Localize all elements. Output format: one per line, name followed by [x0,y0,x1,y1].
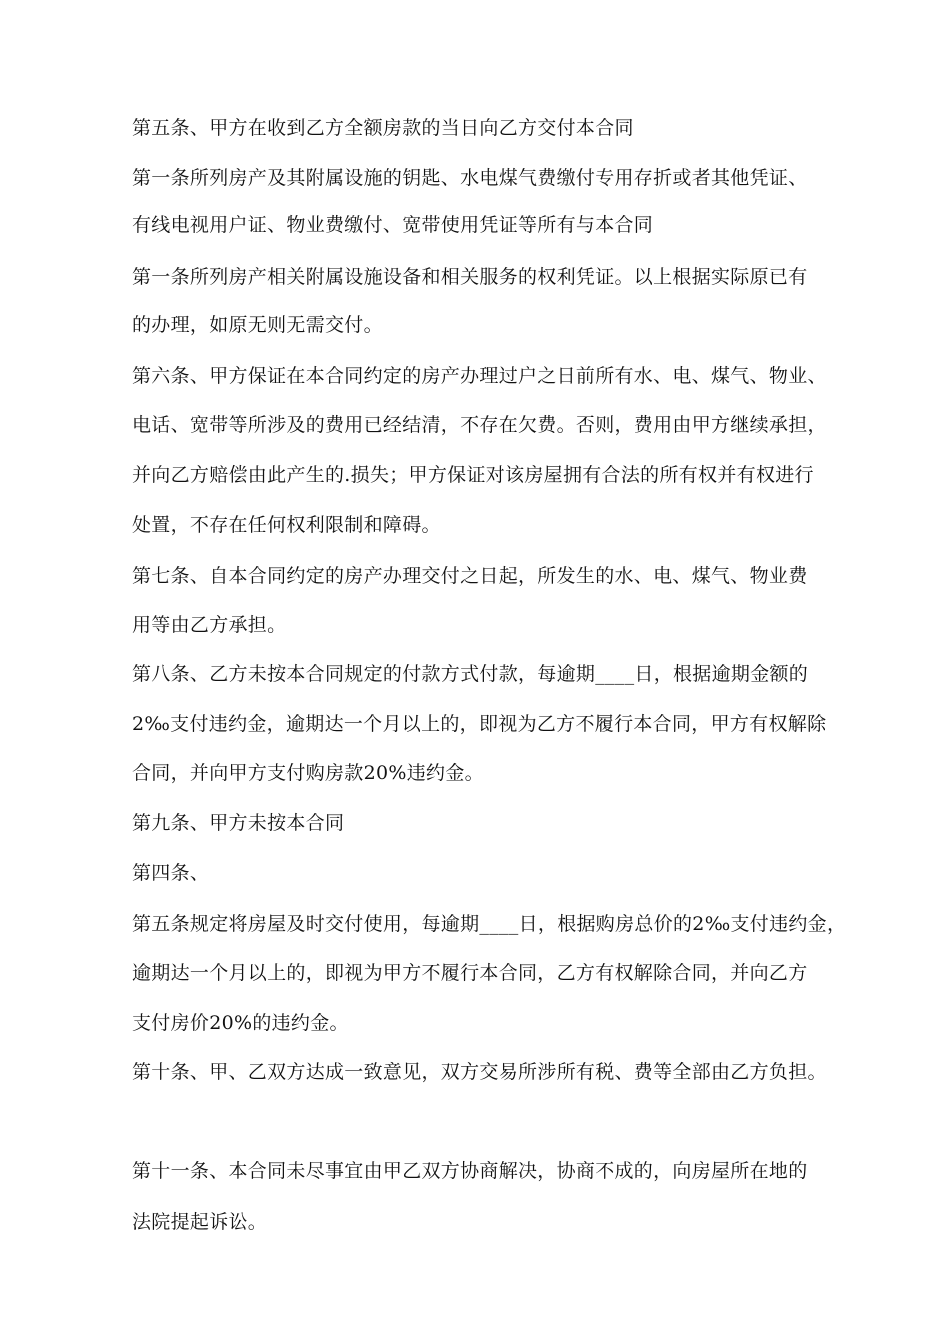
text-line: 第四条、 [132,862,210,884]
text-line: 合同，并向甲方支付购房款20%违约金。 [132,762,484,784]
text-line: 处置，不存在任何权利限制和障碍。 [132,514,441,536]
text-line: 逾期达一个月以上的，即视为甲方不履行本合同，乙方有权解除合同，并向乙方 [132,962,808,984]
text-line: 第九条、甲方未按本合同 [132,812,345,834]
text-line: 用等由乙方承担。 [132,614,287,636]
text-line: 2‰支付违约金，逾期达一个月以上的，即视为乙方不履行本合同，甲方有权解除 [132,713,827,735]
text-line: 并向乙方赔偿由此产生的.损失；甲方保证对该房屋拥有合法的所有权并有权进行 [132,464,814,486]
text-line: 第一条所列房产及其附属设施的钥匙、水电煤气费缴付专用存折或者其他凭证、 [132,167,808,189]
text-line: 第十一条、本合同未尽事宜由甲乙双方协商解决，协商不成的，向房屋所在地的 [132,1160,808,1182]
text-line: 法院提起诉讼。 [132,1211,268,1233]
text-line: 第八条、乙方未按本合同规定的付款方式付款，每逾期____日，根据逾期金额的 [132,663,809,685]
text-line: 第五条、甲方在收到乙方全额房款的当日向乙方交付本合同 [132,117,634,139]
text-line: 第五条规定将房屋及时交付使用，每逾期____日，根据购房总价的2‰支付违约金， [132,913,847,935]
text-line: 第六条、甲方保证在本合同约定的房产办理过户之日前所有水、电、煤气、物业、 [132,365,827,387]
text-line: 的办理，如原无则无需交付。 [132,314,383,336]
text-line: 支付房价20%的违约金。 [132,1012,349,1034]
text-line: 电话、宽带等所涉及的费用已经结清，不存在欠费。否则，费用由甲方继续承担， [132,414,827,436]
text-line: 有线电视用户证、物业费缴付、宽带使用凭证等所有与本合同 [132,214,654,236]
text-line: 第十条、甲、乙双方达成一致意见，双方交易所涉所有税、费等全部由乙方负担。 [132,1061,827,1083]
text-line: 第一条所列房产相关附属设施设备和相关服务的权利凭证。以上根据实际原已有 [132,266,808,288]
text-line: 第七条、自本合同约定的房产办理交付之日起，所发生的水、电、煤气、物业费 [132,565,808,587]
